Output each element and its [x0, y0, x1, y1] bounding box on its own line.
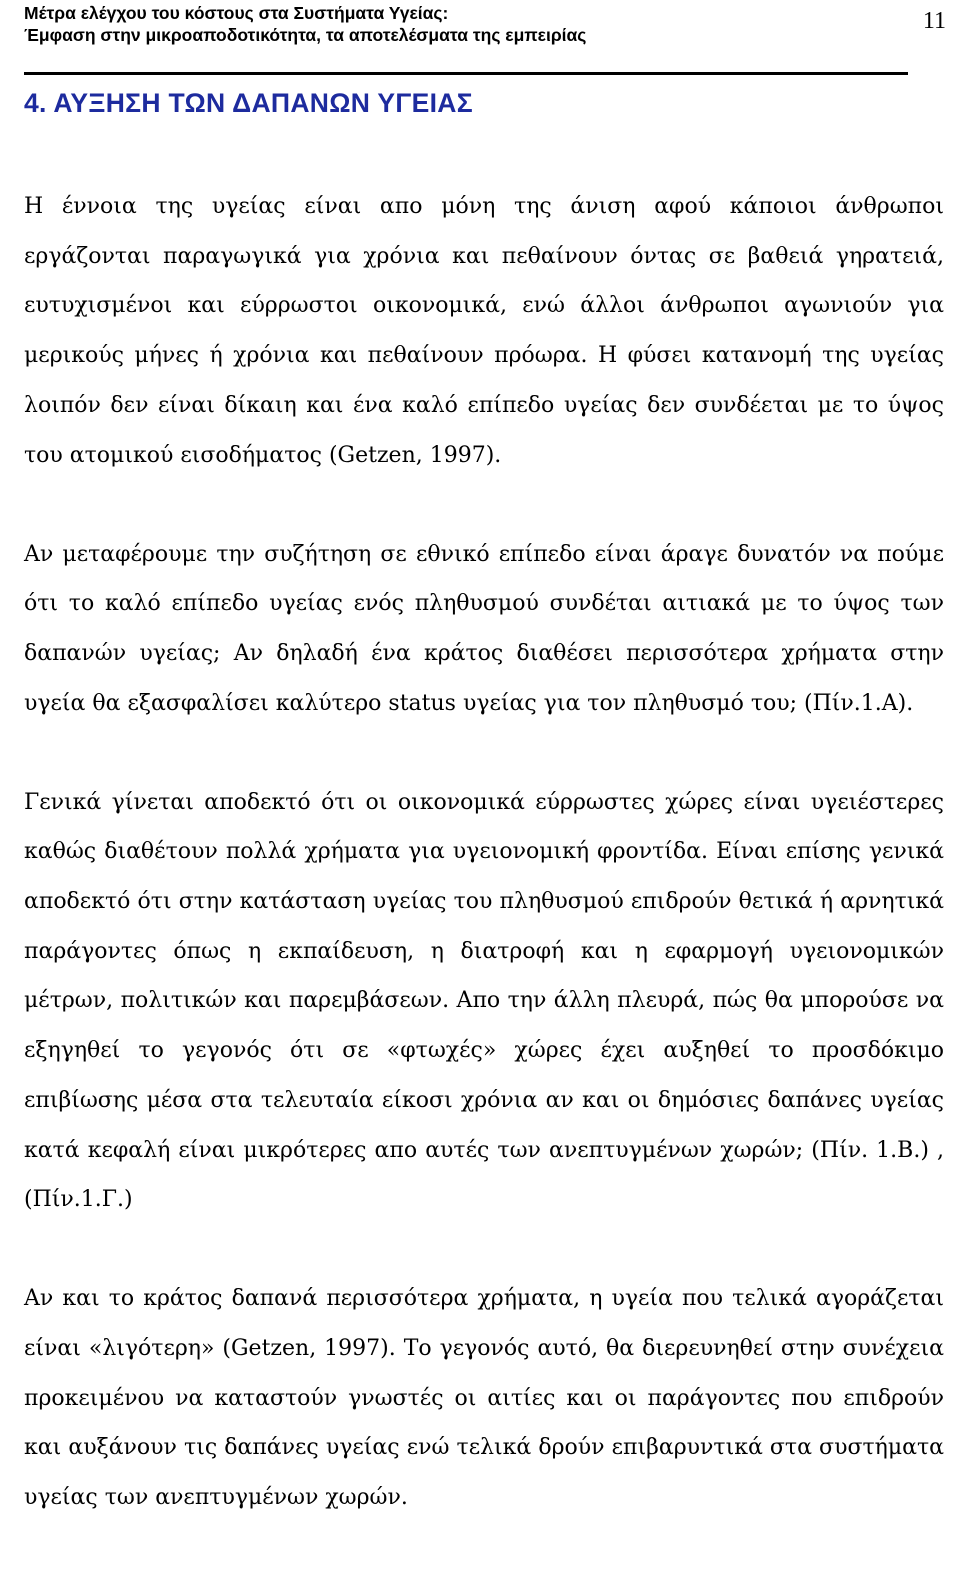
- body-text: [24, 182, 944, 1523]
- paragraph-4: Αν και το κράτος δαπανά περισσότερα χρήματα, η υγεία που τελικά αγοράζεται είναι «λιγότερη» (Getzen, 1997). Το γεγονός αυτό, θα διερευνηθεί στην συνέχεια προκειμένου να καταστούν γνωστές οι αιτίες και οι παράγοντες που επιδρούν και αυξάνουν τις δαπάνες υγείας ενώ τελικά δρούν επιβαρυντικά στα συστήματα υγείας των ανεπτυγμένων χωρών.: [24, 1286, 944, 1511]
- paragraph-3: Γενικά γίνεται αποδεκτό ότι οι οικονομικά εύρρωστες χώρες είναι υγειέστερες καθώς διαθέτουν πολλά χρήματα για υγειονομική φροντίδα. Είναι επίσης γενικά αποδεκτό ότι στην κατάσταση υγείας του πληθυσμού επιδρούν θετικά ή αρνητικά παράγοντες όπως η εκπαίδευση, η διατροφή και η εφαρμογή υγειονομικών μέτρων, πολιτικών και παρεμβάσεων. Απο την άλλη πλευρά, πώς θα μπορούσε να εξηγηθεί το γεγονός ότι σε «φτωχές» χώρες έχει αυξηθεί το προσδόκιμο επιβίωσης μέσα στα τελευταία είκοσι χρόνια αν και οι δημόσιες δαπάνες υγείας κατά κεφαλή είναι μικρότερες απο αυτές των ανεπτυγμένων χωρών; (Πίν. 1.Β.) ,(Πίν.1.Γ.): [24, 789, 944, 1213]
- running-title-line-2: Έμφαση στην μικροαποδοτικότητα, τα αποτελέσματα της εμπειρίας: [24, 25, 587, 45]
- page-header: [24, 2, 944, 74]
- paragraph-1: Η έννοια της υγείας είναι απο μόνη της άνιση αφού κάποιοι άνθρωποι εργάζονται παραγωγικά για χρόνια και πεθαίνουν όντας σε βαθειά γηρατειά, ευτυχισμένοι και εύρρωστοι οικονομικά, ενώ άλλοι άνθρωποι αγωνιούν για μερικούς μήνες ή χρόνια και πεθαίνουν πρόωρα. Η φύσει κατανομή της υγείας λοιπόν δεν είναι δίκαιη και ένα καλό επίπεδο υγείας δεν συνδέεται με το ύψος του ατομικού εισοδήματος (Getzen, 1997).: [24, 194, 944, 468]
- section-heading: 4. ΑΥΞΗΣΗ ΤΩΝ ΔΑΠΑΝΩΝ ΥΓΕΙΑΣ: [24, 88, 473, 118]
- header-divider: [24, 72, 908, 75]
- page-number: 11: [922, 8, 946, 34]
- paragraph-2: Αν μεταφέρουμε την συζήτηση σε εθνικό επίπεδο είναι άραγε δυνατόν να πούμε ότι το καλό επίπεδο υγείας ενός πληθυσμού συνδέται αιτιακά με το ύψος των δαπανών υγείας; Αν δηλαδή ένα κράτος διαθέσει περισσότερα χρήματα στην υγεία θα εξασφαλίσει καλύτερο status υγείας για τον πληθυσμό του; (Πίν.1.Α).: [24, 541, 944, 716]
- running-title-line-1: Μέτρα ελέγχου του κόστους στα Συστήματα Υγείας:: [24, 3, 449, 23]
